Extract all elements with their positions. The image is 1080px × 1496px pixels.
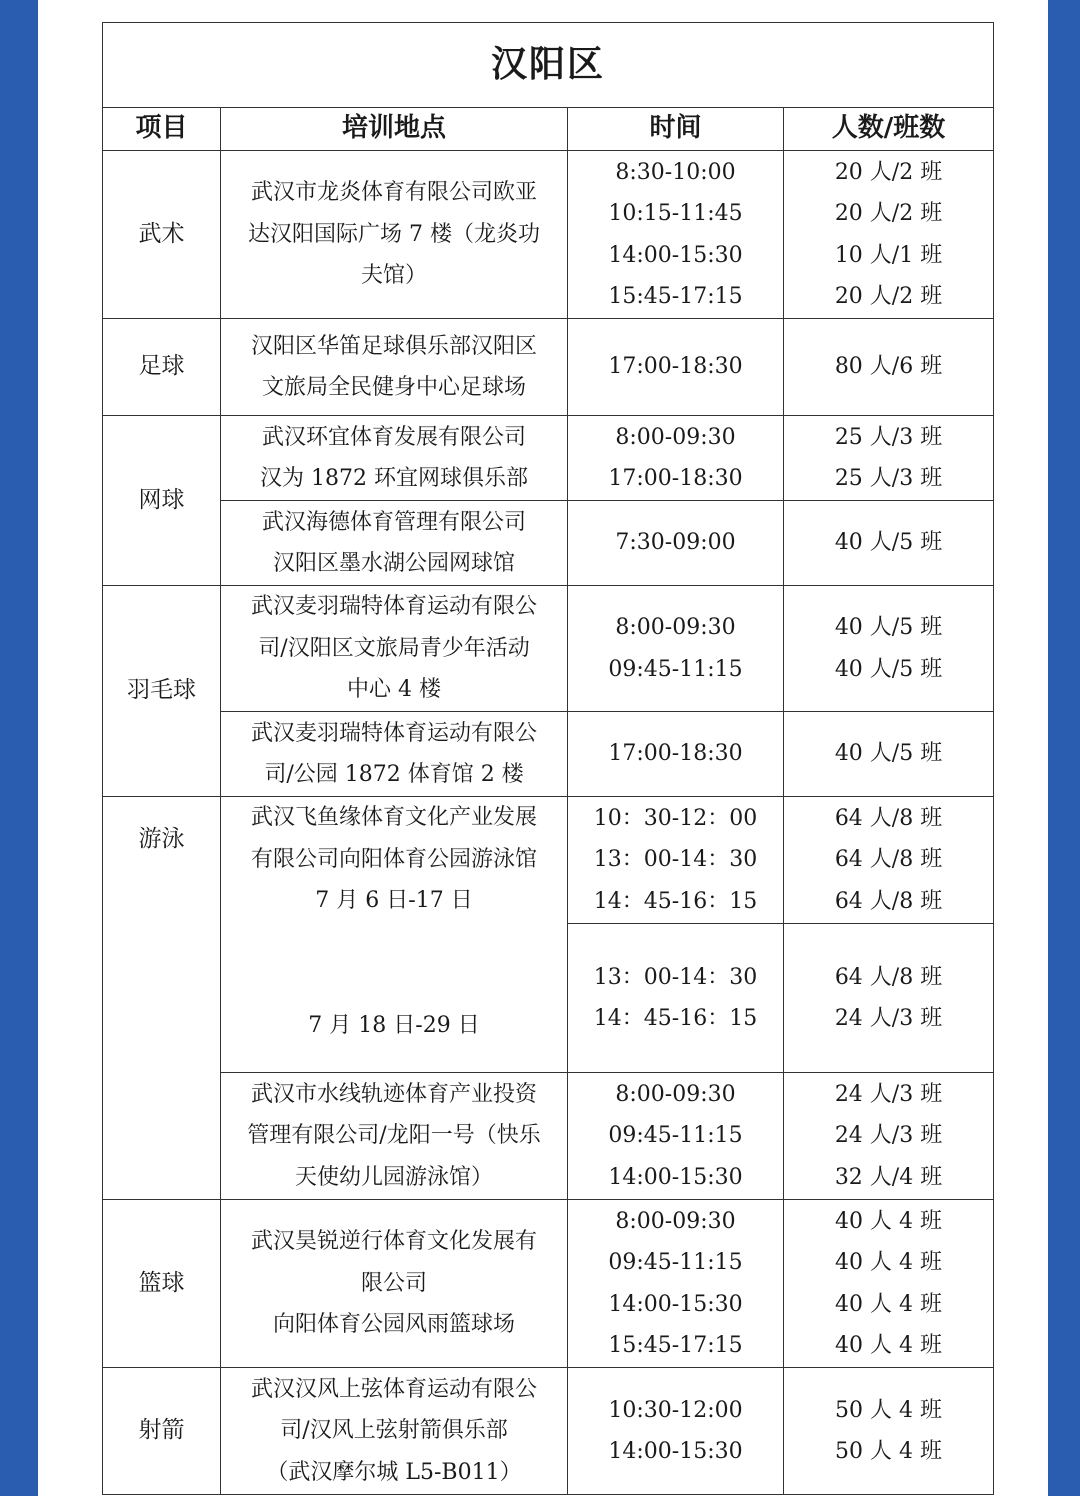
count-cell xyxy=(784,416,994,501)
location-line: 管理有限公司/龙阳一号（快乐 xyxy=(247,1123,541,1149)
class-count: 40 人 4 班 xyxy=(835,1333,942,1358)
header-count: 人数/班数 xyxy=(784,108,994,151)
table-row xyxy=(103,1200,994,1368)
table-row xyxy=(103,1368,994,1495)
class-count: 40 人/5 班 xyxy=(834,530,943,556)
location-cell xyxy=(221,797,568,1073)
class-count: 64 人/8 班 xyxy=(834,847,943,873)
header-location: 培训地点 xyxy=(221,108,568,151)
time-slot: 8:00-09:30 xyxy=(615,424,736,450)
location-line: 汉阳区墨水湖公园网球馆 xyxy=(272,551,515,576)
table-row xyxy=(103,712,994,797)
location-line: 汉为 1872 环宜网球俱乐部 xyxy=(260,466,528,491)
location-cell xyxy=(221,319,568,416)
category-cell: 网球 xyxy=(103,416,221,586)
time-slot: 14:00-15:30 xyxy=(608,1439,743,1464)
category-cell: 游泳 xyxy=(103,797,221,1200)
category-cell: 足球 xyxy=(103,319,221,416)
location-line: 司/汉风上弦射箭俱乐部 xyxy=(280,1418,508,1444)
class-count: 40 人/5 班 xyxy=(834,656,943,682)
table-row xyxy=(103,1073,994,1200)
time-cell xyxy=(568,712,784,797)
time-slot: 13：00-14：30 xyxy=(593,847,758,873)
count-cell xyxy=(784,1368,994,1495)
class-count: 64 人/8 班 xyxy=(834,964,943,990)
location-line: 武汉海德体育管理有限公司 xyxy=(261,509,526,535)
location-line: 武汉昊锐逆行体育文化发展有 xyxy=(250,1229,537,1255)
time-slot: 7:30-09:00 xyxy=(615,530,736,556)
category-cell: 射箭 xyxy=(103,1368,221,1495)
location-line: 武汉麦羽瑞特体育运动有限公 xyxy=(250,594,537,620)
time-cell xyxy=(568,319,784,416)
header-category: 项目 xyxy=(103,108,221,151)
table-row xyxy=(103,501,994,586)
class-count: 24 人/3 班 xyxy=(834,1081,943,1107)
count-cell xyxy=(784,797,994,924)
count-cell xyxy=(784,151,994,319)
location-line: 中心 4 楼 xyxy=(347,677,441,703)
time-slot: 17:00-18:30 xyxy=(608,354,743,380)
time-cell xyxy=(568,501,784,586)
location-cell xyxy=(221,416,568,501)
location-line: 武汉环宜体育发展有限公司 xyxy=(261,424,526,450)
location-line: 司/公园 1872 体育馆 2 楼 xyxy=(264,762,524,787)
location-line: 天使幼儿园游泳馆） xyxy=(294,1164,493,1190)
time-cell xyxy=(568,586,784,712)
time-cell xyxy=(568,1368,784,1495)
class-count: 24 人/3 班 xyxy=(834,1123,943,1149)
time-slot: 15:45-17:15 xyxy=(608,284,743,309)
class-count: 20 人/2 班 xyxy=(834,201,943,226)
class-count: 40 人 4 班 xyxy=(835,1250,942,1275)
table-row xyxy=(103,319,994,416)
table-row xyxy=(103,586,994,712)
location-cell xyxy=(221,501,568,586)
time-slot: 17:00-18:30 xyxy=(608,466,743,491)
count-cell xyxy=(784,501,994,586)
category-cell: 篮球 xyxy=(103,1200,221,1368)
time-slot: 14：45-16：15 xyxy=(593,888,758,914)
time-cell xyxy=(568,151,784,319)
class-count: 64 人/8 班 xyxy=(834,805,943,831)
category-cell: 羽毛球 xyxy=(103,586,221,797)
count-cell xyxy=(784,1200,994,1368)
time-slot: 13：00-14：30 xyxy=(593,964,758,990)
location-line: 武汉市龙炎体育有限公司欧亚 xyxy=(250,180,537,206)
location-line: 汉阳区华笛足球俱乐部汉阳区 xyxy=(250,333,537,359)
time-slot: 17:00-18:30 xyxy=(608,741,743,767)
location-line: 限公司 xyxy=(360,1270,427,1296)
time-cell xyxy=(568,416,784,501)
location-line: 向阳体育公园风雨篮球场 xyxy=(272,1312,515,1338)
category-cell: 武术 xyxy=(103,151,221,319)
count-cell xyxy=(784,924,994,1073)
time-slot: 8:30-10:00 xyxy=(615,159,736,185)
time-cell xyxy=(568,1073,784,1200)
location-cell xyxy=(221,1368,568,1495)
location-cell xyxy=(221,712,568,797)
time-slot: 10:15-11:45 xyxy=(608,201,743,226)
location-line: 有限公司向阳体育公园游泳馆 xyxy=(250,846,537,872)
time-slot: 09:45-11:15 xyxy=(608,656,743,682)
page xyxy=(38,0,1048,1496)
class-count: 64 人/8 班 xyxy=(834,888,943,914)
spacer xyxy=(231,922,557,1005)
location-cell xyxy=(221,586,568,712)
time-slot: 8:00-09:30 xyxy=(615,615,736,640)
location-line: （武汉摩尔城 L5-B011） xyxy=(266,1459,522,1485)
table-row xyxy=(103,151,994,319)
location-cell xyxy=(221,1073,568,1200)
location-cell xyxy=(221,151,568,319)
class-count: 20 人/2 班 xyxy=(834,159,943,185)
time-cell xyxy=(568,797,784,924)
time-slot: 10：30-12：00 xyxy=(593,805,758,831)
table-title: 汉阳区 xyxy=(103,23,994,108)
time-slot: 14:00-15:30 xyxy=(608,242,743,268)
class-count: 40 人 4 班 xyxy=(835,1208,942,1234)
count-cell xyxy=(784,319,994,416)
location-line: 夫馆） xyxy=(360,263,427,289)
location-line: 武汉汉风上弦体育运动有限公 xyxy=(250,1376,537,1402)
table-row xyxy=(103,416,994,501)
table-row xyxy=(103,797,994,924)
count-cell xyxy=(784,586,994,712)
time-slot: 15:45-17:15 xyxy=(608,1333,743,1358)
class-count: 20 人/2 班 xyxy=(834,284,943,309)
class-count: 50 人 4 班 xyxy=(835,1397,942,1423)
session-period: 7 月 18 日-29 日 xyxy=(308,1012,480,1038)
header-row xyxy=(103,108,994,151)
class-count: 25 人/3 班 xyxy=(834,466,943,491)
class-count: 50 人 4 班 xyxy=(835,1439,942,1464)
session-period: 7 月 6 日-17 日 xyxy=(315,888,473,913)
schedule-table xyxy=(102,22,994,1495)
location-line: 武汉飞鱼缘体育文化产业发展 xyxy=(250,805,537,830)
time-slot: 14：45-16：15 xyxy=(593,1006,758,1031)
class-count: 32 人/4 班 xyxy=(834,1164,943,1190)
class-count: 40 人/5 班 xyxy=(834,741,943,767)
time-slot: 09:45-11:15 xyxy=(608,1123,743,1149)
time-slot: 14:00-15:30 xyxy=(608,1291,743,1317)
location-line: 武汉市水线轨迹体育产业投资 xyxy=(250,1081,537,1107)
time-slot: 10:30-12:00 xyxy=(608,1397,743,1423)
time-cell xyxy=(568,924,784,1073)
location-line: 达汉阳国际广场 7 楼（龙炎功 xyxy=(248,221,540,247)
time-cell xyxy=(568,1200,784,1368)
class-count: 40 人/5 班 xyxy=(834,615,943,640)
count-cell xyxy=(784,712,994,797)
class-count: 24 人/3 班 xyxy=(834,1006,943,1031)
class-count: 80 人/6 班 xyxy=(834,354,943,380)
time-slot: 8:00-09:30 xyxy=(615,1208,736,1234)
time-slot: 14:00-15:30 xyxy=(608,1164,743,1190)
location-line: 文旅局全民健身中心足球场 xyxy=(261,375,526,400)
count-cell xyxy=(784,1073,994,1200)
location-cell xyxy=(221,1200,568,1368)
time-slot: 09:45-11:15 xyxy=(608,1250,743,1275)
header-time: 时间 xyxy=(568,108,784,151)
class-count: 10 人/1 班 xyxy=(834,242,943,268)
class-count: 40 人 4 班 xyxy=(835,1291,942,1317)
class-count: 25 人/3 班 xyxy=(834,424,943,450)
title-row xyxy=(103,23,994,108)
time-slot: 8:00-09:30 xyxy=(615,1081,736,1107)
location-line: 司/汉阳区文旅局青少年活动 xyxy=(258,635,530,661)
location-line: 武汉麦羽瑞特体育运动有限公 xyxy=(250,720,537,746)
